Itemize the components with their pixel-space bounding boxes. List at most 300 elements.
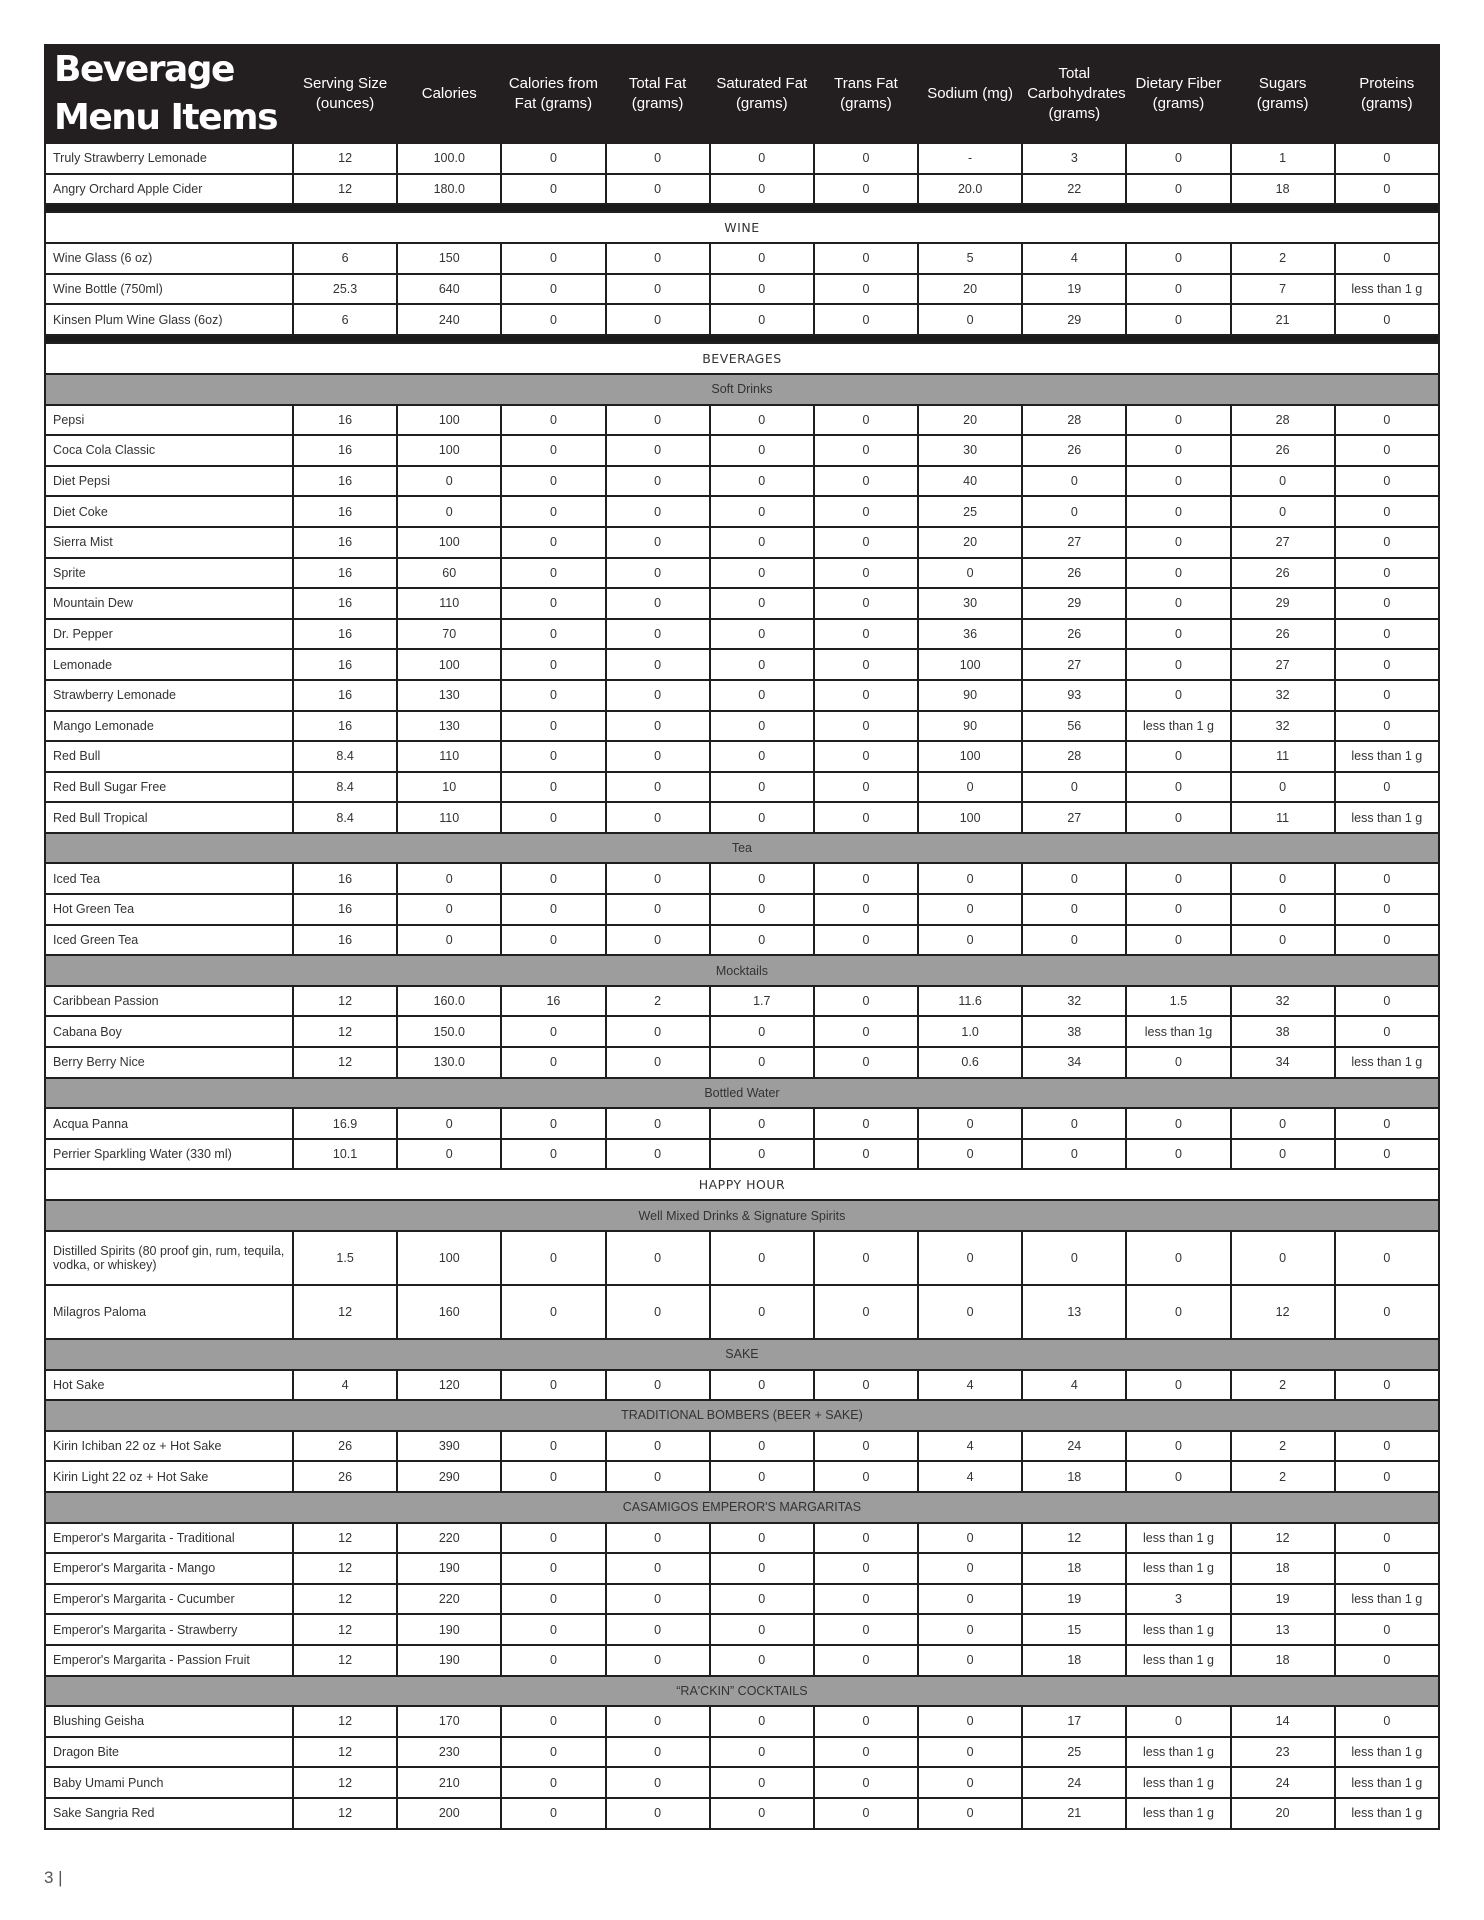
nutrition-value: 0 xyxy=(814,1108,918,1139)
nutrition-value: 220 xyxy=(397,1523,501,1554)
nutrition-value: 29 xyxy=(1022,588,1126,619)
table-row xyxy=(45,588,1439,619)
nutrition-value: 0 xyxy=(606,1047,710,1078)
nutrition-value: less than 1 g xyxy=(1126,1645,1230,1676)
nutrition-value: 0 xyxy=(710,1706,814,1737)
nutrition-value: 26 xyxy=(1231,619,1335,650)
nutrition-value: 0 xyxy=(710,1285,814,1339)
nutrition-value: 0 xyxy=(814,1798,918,1829)
table-header xyxy=(45,45,1439,143)
nutrition-value: 0 xyxy=(710,1139,814,1170)
nutrition-value: 0 xyxy=(501,1016,605,1047)
nutrition-value: 0 xyxy=(710,1553,814,1584)
nutrition-value: 0 xyxy=(814,863,918,894)
nutrition-value: 26 xyxy=(293,1431,397,1462)
nutrition-value: 0 xyxy=(1022,496,1126,527)
nutrition-value: 0 xyxy=(1126,680,1230,711)
nutrition-value: 30 xyxy=(918,588,1022,619)
nutrition-value: 110 xyxy=(397,802,501,833)
nutrition-value: 1.5 xyxy=(1126,986,1230,1017)
nutrition-value: 20 xyxy=(918,405,1022,436)
nutrition-value: 0 xyxy=(710,1016,814,1047)
nutrition-value: 0 xyxy=(606,1431,710,1462)
nutrition-value: 0 xyxy=(606,1231,710,1285)
nutrition-value: 0 xyxy=(710,1370,814,1401)
nutrition-value: 0 xyxy=(1335,1370,1439,1401)
nutrition-value: 0 xyxy=(501,1431,605,1462)
nutrition-value: 19 xyxy=(1022,274,1126,305)
nutrition-value: 40 xyxy=(918,466,1022,497)
nutrition-value: 0 xyxy=(1335,1614,1439,1645)
nutrition-value: 0 xyxy=(1335,894,1439,925)
nutrition-value: 130 xyxy=(397,680,501,711)
nutrition-value: 0 xyxy=(814,1370,918,1401)
item-name: Red Bull Sugar Free xyxy=(45,772,293,803)
nutrition-value: 0 xyxy=(501,274,605,305)
nutrition-value: 0 xyxy=(1335,1108,1439,1139)
nutrition-value: 130.0 xyxy=(397,1047,501,1078)
item-name: Emperor's Margarita - Passion Fruit xyxy=(45,1645,293,1676)
nutrition-value: 4 xyxy=(1022,1370,1126,1401)
nutrition-value: 0 xyxy=(1126,435,1230,466)
nutrition-value: 12 xyxy=(293,1767,397,1798)
nutrition-value: 0 xyxy=(1335,243,1439,274)
nutrition-value: - xyxy=(918,143,1022,174)
item-name: Dr. Pepper xyxy=(45,619,293,650)
nutrition-value: 0 xyxy=(606,741,710,772)
nutrition-value: 0 xyxy=(710,405,814,436)
subsection-heading-row xyxy=(45,1492,1439,1523)
nutrition-value: 0 xyxy=(814,1553,918,1584)
nutrition-value: 0 xyxy=(1126,894,1230,925)
nutrition-value: 0 xyxy=(814,1614,918,1645)
nutrition-value: 0 xyxy=(606,1584,710,1615)
nutrition-value: 22 xyxy=(1022,174,1126,205)
nutrition-value: 4 xyxy=(918,1370,1022,1401)
item-name: Emperor's Margarita - Traditional xyxy=(45,1523,293,1554)
nutrition-value: 25 xyxy=(918,496,1022,527)
nutrition-value: 0 xyxy=(1126,619,1230,650)
nutrition-value: 90 xyxy=(918,680,1022,711)
table-row xyxy=(45,1798,1439,1829)
nutrition-value: 0 xyxy=(1126,405,1230,436)
nutrition-value: 0 xyxy=(1335,1139,1439,1170)
nutrition-value: 0 xyxy=(397,925,501,956)
nutrition-value: 0 xyxy=(501,1370,605,1401)
nutrition-value: 0 xyxy=(501,1231,605,1285)
nutrition-value: 12 xyxy=(293,1645,397,1676)
nutrition-value: 0 xyxy=(501,1139,605,1170)
nutrition-value: 11.6 xyxy=(918,986,1022,1017)
column-header: Total Carbohydrates (grams) xyxy=(1022,45,1126,143)
nutrition-value: 0 xyxy=(1335,649,1439,680)
nutrition-value: 0 xyxy=(606,894,710,925)
nutrition-value: 0 xyxy=(397,466,501,497)
nutrition-value: 0 xyxy=(918,1231,1022,1285)
nutrition-value: 0 xyxy=(1335,1016,1439,1047)
column-header: Calories from Fat (grams) xyxy=(501,45,605,143)
nutrition-value: 0 xyxy=(1126,1370,1230,1401)
nutrition-value: 0 xyxy=(814,1139,918,1170)
nutrition-value: 3 xyxy=(1022,143,1126,174)
nutrition-value: 0 xyxy=(501,1523,605,1554)
nutrition-value: 0 xyxy=(606,711,710,742)
table-row xyxy=(45,772,1439,803)
nutrition-value: 30 xyxy=(918,435,1022,466)
nutrition-value: 6 xyxy=(293,304,397,335)
nutrition-value: 0 xyxy=(1335,1645,1439,1676)
header-row xyxy=(45,45,1439,143)
nutrition-value: 0 xyxy=(501,1584,605,1615)
nutrition-value: 56 xyxy=(1022,711,1126,742)
item-name: Kinsen Plum Wine Glass (6oz) xyxy=(45,304,293,335)
nutrition-value: 0 xyxy=(1126,925,1230,956)
nutrition-value: 160.0 xyxy=(397,986,501,1017)
item-name: Berry Berry Nice xyxy=(45,1047,293,1078)
item-name: Milagros Paloma xyxy=(45,1285,293,1339)
nutrition-value: 0 xyxy=(814,680,918,711)
nutrition-value: 0 xyxy=(1335,1231,1439,1285)
nutrition-value: 0 xyxy=(606,1706,710,1737)
nutrition-value: 16 xyxy=(293,711,397,742)
table-row xyxy=(45,1584,1439,1615)
nutrition-value: 16 xyxy=(293,925,397,956)
nutrition-value: 0 xyxy=(501,649,605,680)
nutrition-value: 0 xyxy=(814,588,918,619)
nutrition-value: 12 xyxy=(293,1584,397,1615)
item-name: Dragon Bite xyxy=(45,1737,293,1768)
nutrition-value: less than 1 g xyxy=(1335,1767,1439,1798)
nutrition-value: less than 1 g xyxy=(1335,1798,1439,1829)
nutrition-value: 110 xyxy=(397,741,501,772)
nutrition-value: 0 xyxy=(1126,1461,1230,1492)
item-name: Sprite xyxy=(45,558,293,589)
nutrition-value: less than 1 g xyxy=(1126,711,1230,742)
nutrition-value: 0 xyxy=(814,174,918,205)
nutrition-value: 640 xyxy=(397,274,501,305)
nutrition-value: 0 xyxy=(501,466,605,497)
nutrition-value: 100 xyxy=(397,435,501,466)
item-name: Blushing Geisha xyxy=(45,1706,293,1737)
nutrition-value: 0 xyxy=(710,1645,814,1676)
nutrition-value: 0 xyxy=(606,1523,710,1554)
nutrition-value: 0 xyxy=(1126,741,1230,772)
nutrition-value: 38 xyxy=(1022,1016,1126,1047)
table-row xyxy=(45,741,1439,772)
nutrition-value: 27 xyxy=(1022,527,1126,558)
nutrition-value: 0 xyxy=(814,772,918,803)
nutrition-value: 240 xyxy=(397,304,501,335)
item-name: Sierra Mist xyxy=(45,527,293,558)
nutrition-value: 0 xyxy=(606,1461,710,1492)
nutrition-value: 0 xyxy=(501,435,605,466)
nutrition-value: 6 xyxy=(293,243,397,274)
nutrition-value: 0 xyxy=(1335,986,1439,1017)
nutrition-value: 8.4 xyxy=(293,741,397,772)
nutrition-value: 0 xyxy=(814,894,918,925)
item-name: Emperor's Margarita - Strawberry xyxy=(45,1614,293,1645)
nutrition-value: 100.0 xyxy=(397,143,501,174)
nutrition-value: 0 xyxy=(1335,304,1439,335)
table-row xyxy=(45,1645,1439,1676)
nutrition-value: 11 xyxy=(1231,741,1335,772)
section-divider xyxy=(45,204,1439,212)
nutrition-value: 0 xyxy=(918,1706,1022,1737)
nutrition-value: 0 xyxy=(814,741,918,772)
nutrition-value: 0 xyxy=(1126,1139,1230,1170)
nutrition-value: 0 xyxy=(1231,1108,1335,1139)
nutrition-value: 18 xyxy=(1022,1461,1126,1492)
nutrition-value: 0 xyxy=(397,1139,501,1170)
nutrition-value: 12 xyxy=(293,1047,397,1078)
divider-bar xyxy=(45,204,1439,212)
nutrition-value: 0 xyxy=(918,1108,1022,1139)
nutrition-value: 0 xyxy=(606,619,710,650)
nutrition-value: 15 xyxy=(1022,1614,1126,1645)
nutrition-value: 26 xyxy=(293,1461,397,1492)
nutrition-value: 0 xyxy=(606,649,710,680)
item-name: Pepsi xyxy=(45,405,293,436)
nutrition-value: 27 xyxy=(1231,649,1335,680)
nutrition-value: 0 xyxy=(1126,588,1230,619)
nutrition-value: 0 xyxy=(397,1108,501,1139)
title-line-2: Menu Items xyxy=(54,97,277,138)
nutrition-value: 0 xyxy=(606,558,710,589)
nutrition-value: 27 xyxy=(1022,802,1126,833)
nutrition-value: less than 1 g xyxy=(1335,741,1439,772)
nutrition-value: 0 xyxy=(501,304,605,335)
table-row xyxy=(45,1370,1439,1401)
nutrition-value: 8.4 xyxy=(293,802,397,833)
nutrition-value: 0 xyxy=(710,1047,814,1078)
nutrition-table xyxy=(44,44,1440,1830)
nutrition-value: 0 xyxy=(814,435,918,466)
nutrition-value: 0 xyxy=(606,304,710,335)
nutrition-value: 0 xyxy=(1335,1553,1439,1584)
nutrition-value: 0 xyxy=(501,1108,605,1139)
nutrition-value: 1 xyxy=(1231,143,1335,174)
nutrition-value: 0 xyxy=(814,619,918,650)
nutrition-value: 14 xyxy=(1231,1706,1335,1737)
nutrition-value: 0 xyxy=(814,143,918,174)
nutrition-value: 0 xyxy=(918,1139,1022,1170)
table-row xyxy=(45,863,1439,894)
table-row xyxy=(45,466,1439,497)
item-name: Cabana Boy xyxy=(45,1016,293,1047)
nutrition-value: 0 xyxy=(606,466,710,497)
nutrition-value: 0 xyxy=(1335,527,1439,558)
nutrition-value: 0 xyxy=(397,894,501,925)
nutrition-value: 27 xyxy=(1022,649,1126,680)
nutrition-value: 160 xyxy=(397,1285,501,1339)
nutrition-value: 0 xyxy=(710,274,814,305)
nutrition-value: 0 xyxy=(814,711,918,742)
nutrition-value: 180.0 xyxy=(397,174,501,205)
nutrition-value: 0 xyxy=(1126,174,1230,205)
nutrition-value: 200 xyxy=(397,1798,501,1829)
nutrition-value: 0 xyxy=(1335,925,1439,956)
nutrition-value: 0 xyxy=(710,1614,814,1645)
nutrition-value: 20.0 xyxy=(918,174,1022,205)
nutrition-value: 0 xyxy=(814,558,918,589)
item-name: Emperor's Margarita - Mango xyxy=(45,1553,293,1584)
nutrition-value: 2 xyxy=(1231,243,1335,274)
nutrition-value: 0 xyxy=(710,435,814,466)
nutrition-value: 210 xyxy=(397,1767,501,1798)
section-heading: WINE xyxy=(45,212,1439,243)
item-name: Emperor's Margarita - Cucumber xyxy=(45,1584,293,1615)
nutrition-value: 0 xyxy=(918,1553,1022,1584)
nutrition-value: 0 xyxy=(814,1706,918,1737)
subsection-heading-row xyxy=(45,1676,1439,1707)
nutrition-value: 0 xyxy=(710,711,814,742)
nutrition-value: 0 xyxy=(606,1285,710,1339)
nutrition-value: 0 xyxy=(501,1047,605,1078)
item-name: Truly Strawberry Lemonade xyxy=(45,143,293,174)
nutrition-value: 0 xyxy=(606,925,710,956)
nutrition-value: 60 xyxy=(397,558,501,589)
table-row xyxy=(45,1108,1439,1139)
nutrition-value: 0 xyxy=(1022,1139,1126,1170)
nutrition-value: 32 xyxy=(1231,680,1335,711)
nutrition-value: 17 xyxy=(1022,1706,1126,1737)
nutrition-value: 0 xyxy=(1126,304,1230,335)
nutrition-value: 0 xyxy=(501,894,605,925)
item-name: Kirin Light 22 oz + Hot Sake xyxy=(45,1461,293,1492)
subsection-heading: SAKE xyxy=(45,1339,1439,1370)
nutrition-value: 100 xyxy=(918,649,1022,680)
nutrition-value: 0 xyxy=(1335,1431,1439,1462)
nutrition-value: 12 xyxy=(293,174,397,205)
nutrition-value: 0 xyxy=(1231,1231,1335,1285)
section-heading: BEVERAGES xyxy=(45,343,1439,374)
nutrition-value: 0 xyxy=(814,1047,918,1078)
nutrition-value: 12 xyxy=(293,1737,397,1768)
divider-bar xyxy=(45,335,1439,343)
table-row xyxy=(45,1461,1439,1492)
subsection-heading-row xyxy=(45,1078,1439,1109)
nutrition-value: 0 xyxy=(710,1108,814,1139)
nutrition-value: 0 xyxy=(1022,863,1126,894)
nutrition-value: less than 1 g xyxy=(1126,1523,1230,1554)
nutrition-value: 21 xyxy=(1022,1798,1126,1829)
nutrition-value: 1.7 xyxy=(710,986,814,1017)
table-row xyxy=(45,405,1439,436)
nutrition-value: 0 xyxy=(814,304,918,335)
item-name: Diet Pepsi xyxy=(45,466,293,497)
nutrition-value: 0 xyxy=(918,1285,1022,1339)
nutrition-value: 0 xyxy=(918,1614,1022,1645)
nutrition-value: 0 xyxy=(501,143,605,174)
nutrition-value: 0 xyxy=(606,1614,710,1645)
nutrition-value: 0 xyxy=(1335,1706,1439,1737)
table-row xyxy=(45,649,1439,680)
nutrition-value: 0 xyxy=(710,649,814,680)
table-row xyxy=(45,143,1439,174)
nutrition-value: 100 xyxy=(397,1231,501,1285)
nutrition-value: 0 xyxy=(814,1645,918,1676)
subsection-heading: Tea xyxy=(45,833,1439,864)
table-row xyxy=(45,1431,1439,1462)
item-name: Lemonade xyxy=(45,649,293,680)
nutrition-value: 13 xyxy=(1231,1614,1335,1645)
nutrition-value: 0 xyxy=(1022,894,1126,925)
nutrition-value: 26 xyxy=(1022,435,1126,466)
table-row xyxy=(45,711,1439,742)
subsection-heading: “RA'CKIN” COCKTAILS xyxy=(45,1676,1439,1707)
nutrition-value: 0 xyxy=(1126,1285,1230,1339)
nutrition-value: 0 xyxy=(606,1370,710,1401)
nutrition-value: 0 xyxy=(710,925,814,956)
nutrition-value: 0 xyxy=(501,1461,605,1492)
subsection-heading-row xyxy=(45,374,1439,405)
table-row xyxy=(45,527,1439,558)
nutrition-value: 0 xyxy=(606,680,710,711)
nutrition-value: less than 1 g xyxy=(1335,1047,1439,1078)
nutrition-value: 20 xyxy=(1231,1798,1335,1829)
nutrition-value: 0 xyxy=(814,1523,918,1554)
item-name: Kirin Ichiban 22 oz + Hot Sake xyxy=(45,1431,293,1462)
nutrition-value: 19 xyxy=(1231,1584,1335,1615)
nutrition-value: 0 xyxy=(606,1798,710,1829)
nutrition-value: 0 xyxy=(501,619,605,650)
nutrition-value: 0 xyxy=(606,1645,710,1676)
item-name: Red Bull xyxy=(45,741,293,772)
nutrition-value: 0 xyxy=(918,1523,1022,1554)
nutrition-value: 0 xyxy=(397,496,501,527)
nutrition-value: 16 xyxy=(293,680,397,711)
column-header: Calories xyxy=(397,45,501,143)
nutrition-value: less than 1 g xyxy=(1126,1767,1230,1798)
nutrition-value: 190 xyxy=(397,1645,501,1676)
nutrition-value: 0 xyxy=(710,741,814,772)
nutrition-value: 0 xyxy=(606,802,710,833)
nutrition-value: 0 xyxy=(606,588,710,619)
nutrition-value: 34 xyxy=(1231,1047,1335,1078)
section-heading-row xyxy=(45,1169,1439,1200)
item-name: Mango Lemonade xyxy=(45,711,293,742)
table-row xyxy=(45,304,1439,335)
nutrition-value: less than 1 g xyxy=(1335,802,1439,833)
nutrition-value: 0 xyxy=(918,558,1022,589)
nutrition-value: 16 xyxy=(293,496,397,527)
nutrition-value: 100 xyxy=(397,405,501,436)
nutrition-value: 0 xyxy=(606,1553,710,1584)
nutrition-value: 0 xyxy=(1126,496,1230,527)
nutrition-value: 3 xyxy=(1126,1584,1230,1615)
nutrition-value: 2 xyxy=(1231,1461,1335,1492)
table-row xyxy=(45,680,1439,711)
nutrition-value: 0 xyxy=(1126,466,1230,497)
nutrition-value: 0 xyxy=(918,304,1022,335)
item-name: Hot Green Tea xyxy=(45,894,293,925)
nutrition-value: 25.3 xyxy=(293,274,397,305)
nutrition-value: 16 xyxy=(293,558,397,589)
nutrition-value: 0 xyxy=(918,1645,1022,1676)
nutrition-value: 0 xyxy=(918,772,1022,803)
nutrition-value: 0 xyxy=(1022,925,1126,956)
nutrition-value: 16 xyxy=(293,619,397,650)
item-name: Strawberry Lemonade xyxy=(45,680,293,711)
nutrition-value: 0 xyxy=(710,304,814,335)
nutrition-value: 4 xyxy=(918,1461,1022,1492)
nutrition-value: 0 xyxy=(814,466,918,497)
nutrition-value: 0 xyxy=(710,1523,814,1554)
table-row xyxy=(45,1047,1439,1078)
table-row xyxy=(45,435,1439,466)
table-row xyxy=(45,558,1439,589)
nutrition-value: 2 xyxy=(1231,1370,1335,1401)
